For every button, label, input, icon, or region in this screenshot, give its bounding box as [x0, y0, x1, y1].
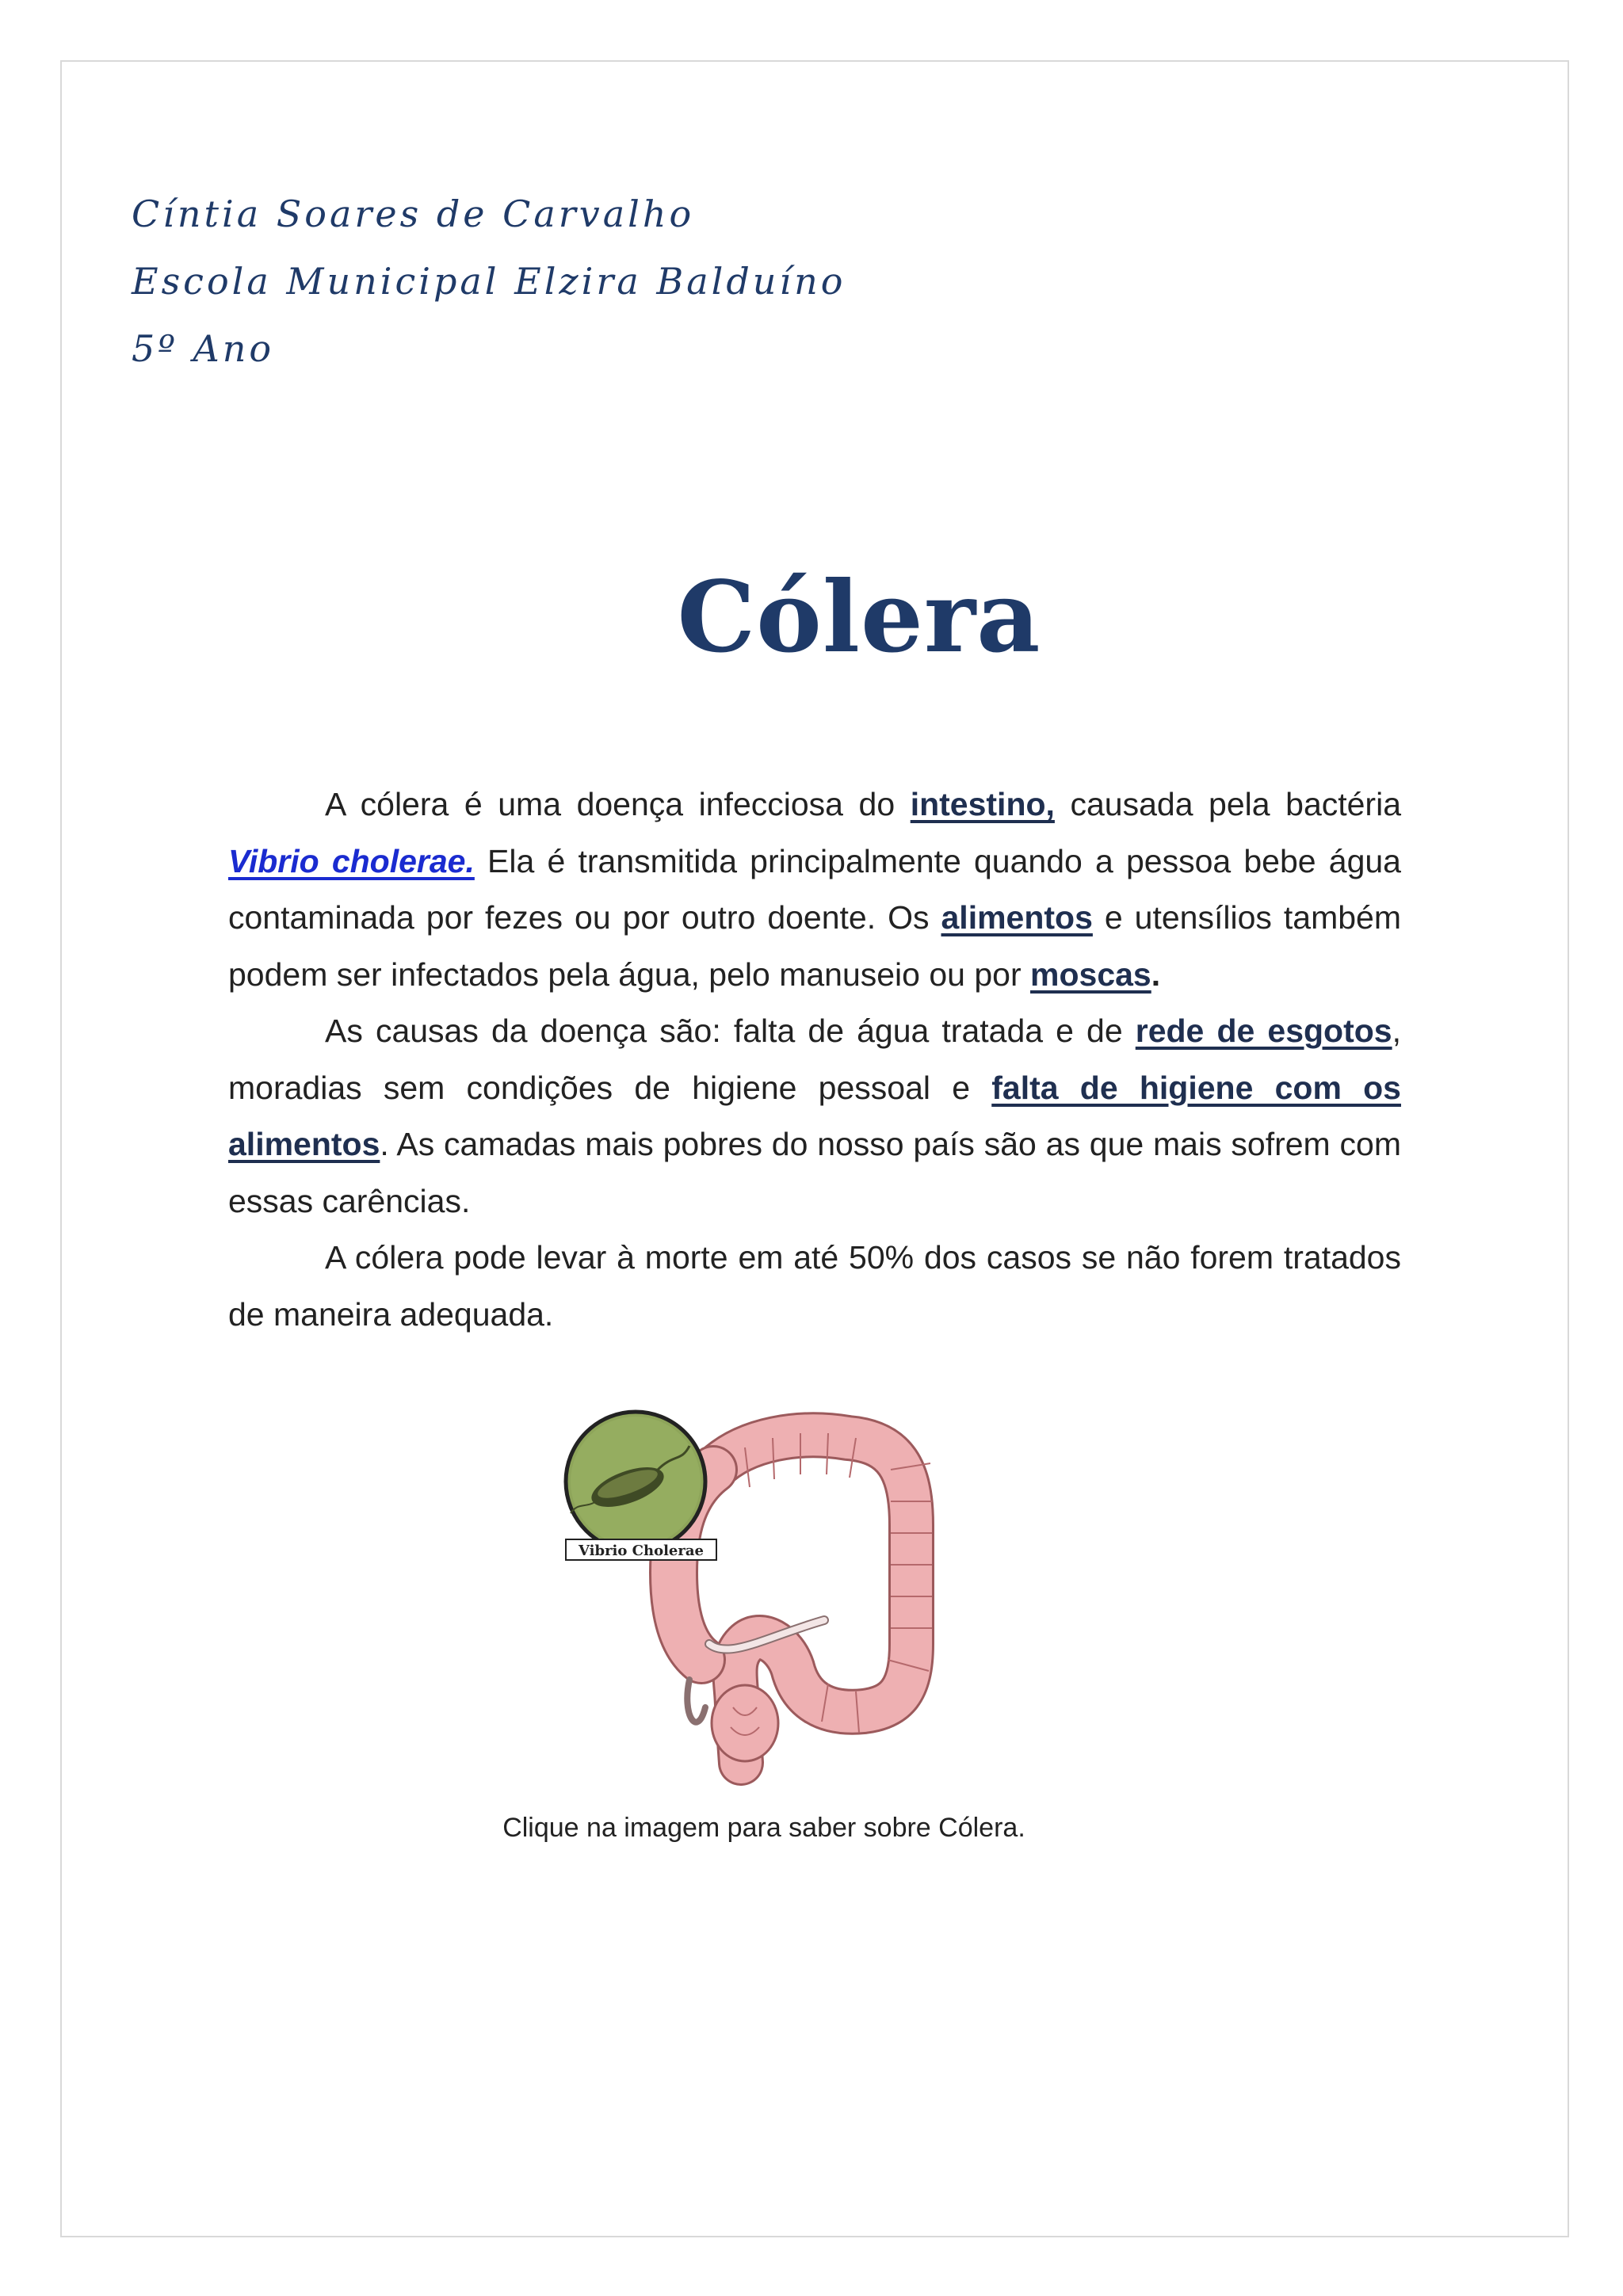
text-segment: As causas da doença são: falta de água tratada e de [325, 1013, 1136, 1049]
author-name: Cíntia Soares de Carvalho [132, 193, 695, 235]
text-segment: e utensílios também podem ser infectados pela água, pelo manuseio ou por [228, 899, 1401, 993]
document-header [132, 181, 846, 383]
text-segment: A cólera pode levar à morte em até 50% dos casos se não forem tratados de maneira adequada. [228, 1239, 1401, 1333]
grade-label: 5º Ano [132, 327, 275, 370]
cholera-intestine-figure[interactable] [563, 1406, 943, 1794]
paragraph-1 [228, 776, 1401, 1003]
link-moscas[interactable]: moscas [1030, 955, 1151, 993]
text-segment: causada pela bactéria [1054, 786, 1401, 822]
text-segment: , moradias sem condições de higiene pessoal e [228, 1013, 1401, 1106]
link-alimentos[interactable]: alimentos [941, 899, 1093, 936]
paragraph-2 [228, 1003, 1401, 1230]
bacteria-label: Vibrio Cholerae [579, 1543, 704, 1559]
rectum-shape [712, 1685, 778, 1761]
text-segment: Ela é transmitida principalmente quando a pessoa bebe água contaminada por fezes ou por outro doente. Os [228, 842, 1401, 936]
school-name: Escola Municipal Elzira Balduíno [132, 260, 846, 303]
article-body [228, 776, 1401, 1343]
text-segment: . [1151, 955, 1161, 993]
text-segment: . As camadas mais pobres do nosso país são as que mais sofrem com essas carências. [228, 1126, 1401, 1219]
text-segment: A cólera é uma doença infecciosa do [325, 786, 911, 822]
paragraph-3 [228, 1230, 1401, 1343]
page-title: Cólera [677, 560, 1041, 675]
link-intestino[interactable]: intestino, [910, 786, 1055, 822]
link-vibrio-cholerae[interactable]: Vibrio cholerae. [228, 842, 475, 879]
link-rede-de-esgotos[interactable]: rede de esgotos [1135, 1013, 1392, 1049]
intestine-illustration[interactable] [563, 1406, 943, 1794]
appendix-shape [687, 1680, 705, 1722]
image-caption[interactable]: Clique na imagem para saber sobre Cólera. [502, 1813, 1025, 1843]
link-falta-de-higiene[interactable]: falta de higiene com os alimentos [228, 1069, 1401, 1162]
